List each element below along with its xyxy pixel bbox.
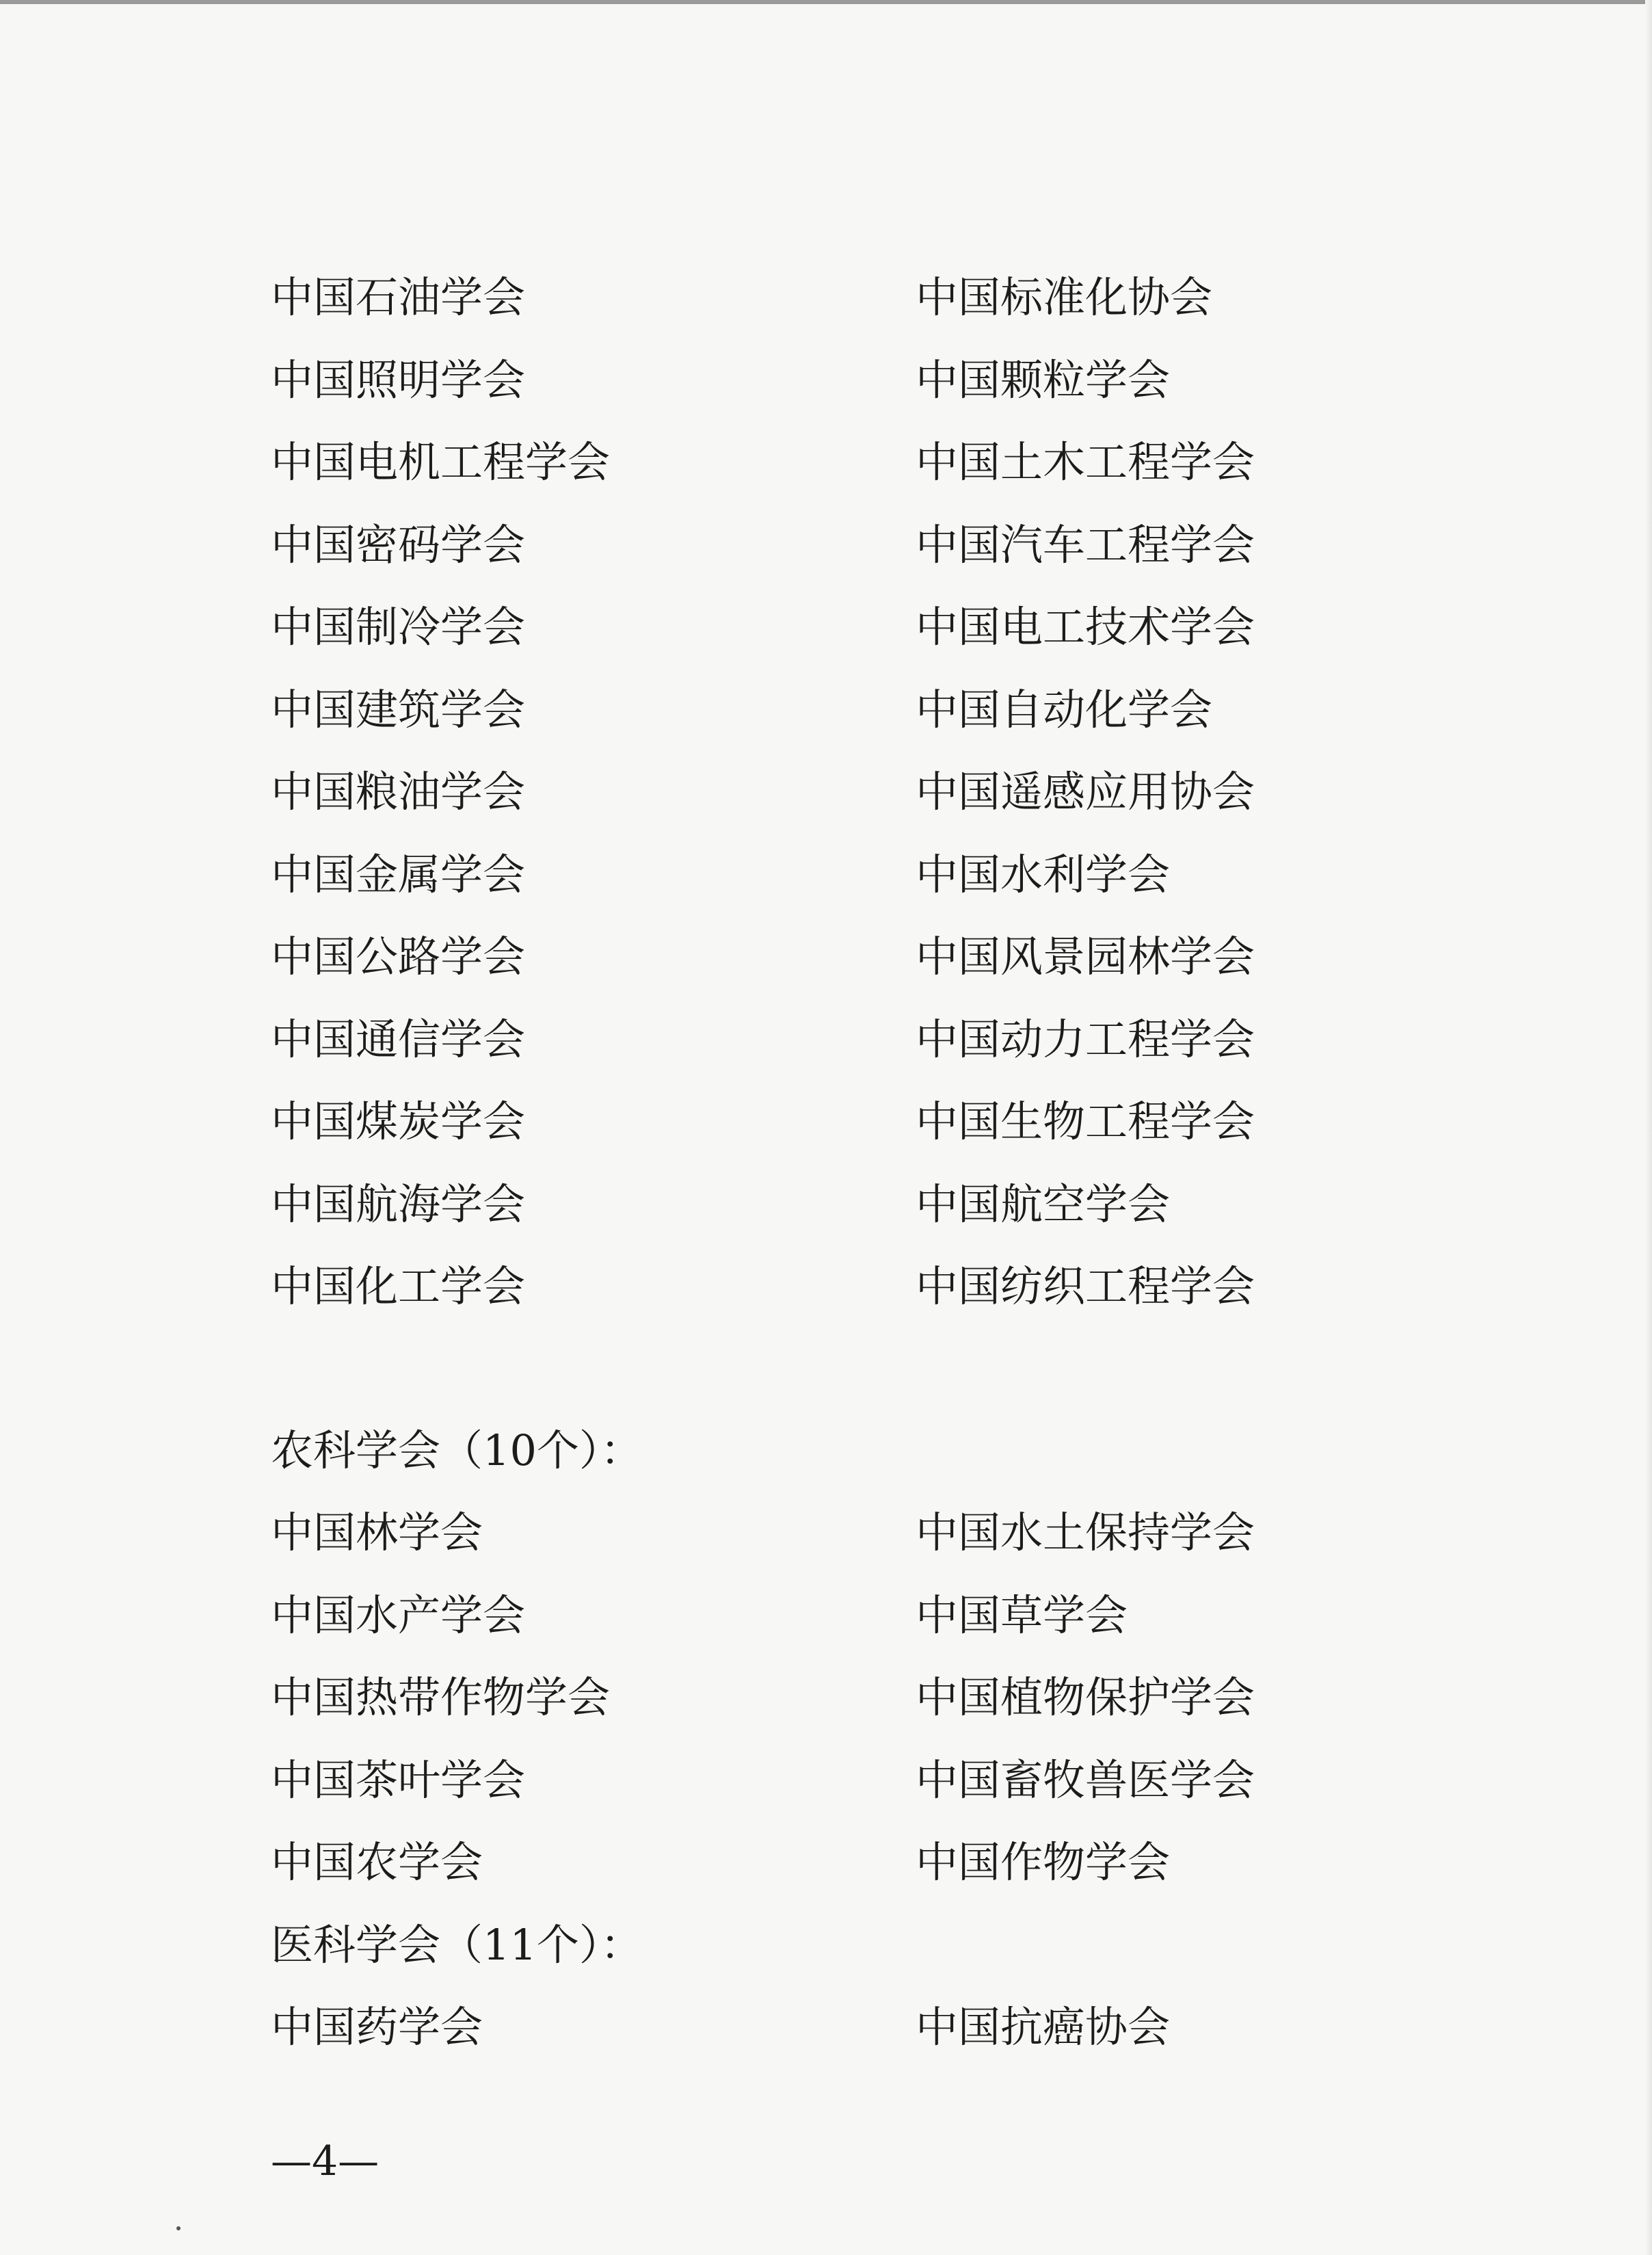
- society-name: 中国密码学会: [271, 519, 526, 570]
- society-row: [271, 1081, 1433, 1163]
- society-name: 中国动力工程学会: [916, 1014, 1255, 1064]
- society-name: 中国植物保护学会: [916, 1672, 1255, 1722]
- society-name: 中国草学会: [916, 1590, 1128, 1640]
- society-row: [271, 421, 1433, 504]
- society-name: 中国航海学会: [271, 1178, 526, 1229]
- society-name: 中国照明学会: [271, 354, 526, 405]
- society-name: 中国公路学会: [271, 932, 526, 981]
- society-name: 中国风景园林学会: [916, 932, 1255, 981]
- page-number: —4—: [271, 2137, 379, 2185]
- medical-societies-heading: 医科学会（11个）：: [271, 1919, 643, 1970]
- society-row: [271, 751, 1433, 834]
- society-row: [271, 1163, 1433, 1246]
- society-name: 中国汽车工程学会: [916, 519, 1255, 570]
- society-row: [271, 999, 1433, 1081]
- society-name: 中国作物学会: [916, 1837, 1171, 1887]
- section-gap: [271, 1328, 1433, 1410]
- agri-societies-heading: 农科学会（10个）：: [271, 1425, 643, 1475]
- society-name: 中国土木工程学会: [916, 437, 1255, 487]
- society-row: [271, 1574, 1433, 1657]
- engineering-societies-list: [271, 256, 1433, 1328]
- society-row: [271, 1739, 1433, 1822]
- society-row: [271, 1245, 1433, 1328]
- medical-societies-list: [271, 1986, 1433, 2069]
- society-row: [271, 256, 1433, 339]
- society-name: 中国遥感应用协会: [916, 767, 1255, 817]
- society-name: 中国农学会: [271, 1837, 483, 1887]
- society-name: 中国自动化学会: [916, 684, 1213, 735]
- society-name: 中国化工学会: [271, 1261, 526, 1311]
- society-name: 中国石油学会: [271, 272, 526, 322]
- society-name: 中国茶叶学会: [271, 1754, 526, 1805]
- society-name: 中国电工技术学会: [916, 602, 1255, 652]
- society-name: 中国煤炭学会: [271, 1096, 526, 1146]
- society-row: [271, 586, 1433, 669]
- society-name: 中国标准化协会: [916, 272, 1213, 322]
- society-name: 中国通信学会: [271, 1014, 526, 1064]
- society-row: [271, 1657, 1433, 1739]
- society-row: [271, 339, 1433, 422]
- society-name: 中国纺织工程学会: [916, 1261, 1255, 1311]
- scan-speck: [176, 2226, 181, 2230]
- society-name: 中国航空学会: [916, 1178, 1171, 1229]
- society-name: 中国制冷学会: [271, 602, 526, 652]
- agri-societies-list: [271, 1492, 1433, 1904]
- society-row: [271, 834, 1433, 916]
- society-name: 中国抗癌协会: [916, 2002, 1171, 2052]
- society-name: 中国金属学会: [271, 849, 526, 899]
- society-row: [271, 1492, 1433, 1574]
- society-row: [271, 916, 1433, 999]
- society-row: [271, 504, 1433, 587]
- document-body: [271, 256, 1433, 2069]
- society-name: 中国畜牧兽医学会: [916, 1754, 1255, 1805]
- scan-right-shadow: [1645, 0, 1652, 2255]
- society-name: 中国建筑学会: [271, 684, 526, 735]
- society-name: 中国水土保持学会: [916, 1507, 1255, 1557]
- society-name: 中国粮油学会: [271, 767, 526, 817]
- society-name: 中国电机工程学会: [271, 437, 611, 487]
- society-name: 中国水产学会: [271, 1590, 526, 1640]
- society-name: 中国热带作物学会: [271, 1672, 611, 1722]
- society-name: 中国生物工程学会: [916, 1096, 1255, 1146]
- society-name: 中国水利学会: [916, 849, 1171, 899]
- scan-top-edge: [0, 0, 1652, 4]
- society-name: 中国颗粒学会: [916, 354, 1171, 405]
- society-row: [271, 669, 1433, 752]
- society-name: 中国药学会: [271, 2002, 483, 2052]
- society-row: [271, 1986, 1433, 2069]
- society-row: [271, 1821, 1433, 1904]
- society-name: 中国林学会: [271, 1507, 483, 1557]
